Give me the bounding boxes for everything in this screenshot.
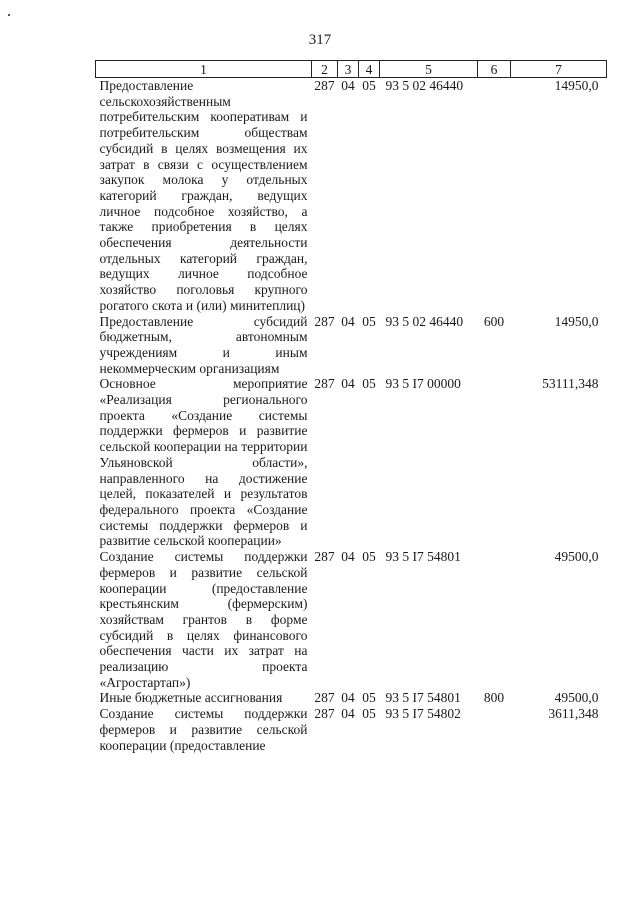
row-amount: 14950,0 [554,78,599,93]
header-col-2: 2 [312,61,338,78]
table-row [96,314,607,377]
row-section: 04 [341,78,355,93]
row-amount: 14950,0 [554,313,599,329]
page-number: 317 [308,32,332,48]
row-name: Основное мероприятие «Реализация регионального проекта «Создание системы поддержки фермеров и развитие сельской кооперации на территории Ульяновской области», направленного на достижение целей, показателей и результатов федерального проекта «Создание системы поддержки фермеров и развитие сельской кооперации» [99,376,308,549]
table-row [96,78,607,314]
row-subsection: 05 [362,313,376,329]
table-row [96,706,607,753]
row-name: Предоставление сельскохозяйственным потребительским кооперативам и потребительским обществам субсидий в целях возмещения их затрат в связи с осуществлением закупок молока у отдельных категорий граждан, ведущих личное подсобное хозяйство, а также приобретения в целях обеспечения деятельности отдельных категорий граждан, ведущих личное подсобное хозяйство поголовья крупного рогатого скота и (или) минитеплиц) [99,78,308,313]
row-subsection: 05 [362,78,376,93]
row-target-article: 93 5 I7 54801 [385,690,461,706]
row-amount: 49500,0 [554,690,599,706]
row-amount: 49500,0 [554,549,599,565]
row-expense-type [478,706,511,753]
row-target-article: 93 5 I7 54801 [385,549,461,565]
row-name: Создание системы поддержки фермеров и развитие сельской кооперации (предоставление [99,706,308,753]
header-col-6: 6 [478,61,511,78]
table-row [96,549,607,690]
row-section: 04 [341,376,355,392]
row-target-article: 93 5 I7 00000 [385,376,461,392]
row-subsection: 05 [362,376,376,392]
row-target-article: 93 5 02 46440 [385,78,464,93]
row-expense-type [478,376,511,549]
row-admin-code: 287 [314,313,335,329]
row-target-article: 93 5 I7 54802 [385,706,461,722]
scan-speck [8,14,10,16]
table-row [96,376,607,549]
table-row [96,690,607,706]
header-col-3: 3 [338,61,359,78]
budget-table [95,60,607,753]
row-amount: 53111,348 [542,376,599,392]
row-subsection: 05 [362,549,376,565]
row-expense-type [478,78,511,314]
row-expense-type [478,549,511,690]
header-col-5: 5 [380,61,478,78]
row-name: Предоставление субсидий бюджетным, автономным учреждениям и иным некоммерческим организациям [99,313,308,376]
row-name: Иные бюджетные ассигнования [99,690,283,706]
row-expense-type: 800 [483,690,505,706]
header-col-4: 4 [359,61,380,78]
row-section: 04 [341,706,355,722]
row-subsection: 05 [362,706,376,722]
row-admin-code: 287 [314,706,335,722]
row-expense-type: 600 [483,313,505,329]
header-col-1: 1 [96,61,312,78]
row-admin-code: 287 [314,690,335,706]
row-amount: 3611,348 [548,706,599,722]
row-subsection: 05 [362,690,376,706]
header-row [96,61,607,78]
row-section: 04 [341,313,355,329]
row-admin-code: 287 [314,549,335,565]
header-col-7: 7 [511,61,607,78]
row-admin-code: 287 [314,376,335,392]
row-section: 04 [341,549,355,565]
row-section: 04 [341,690,355,706]
row-admin-code: 287 [314,78,335,93]
row-target-article: 93 5 02 46440 [385,313,464,329]
row-name: Создание системы поддержки фермеров и развитие сельской кооперации (предоставление крестьянским (фермерским) хозяйствам грантов в форме субсидий в целях финансового обеспечения части их затрат на реализацию проекта «Агростартап») [99,549,308,690]
